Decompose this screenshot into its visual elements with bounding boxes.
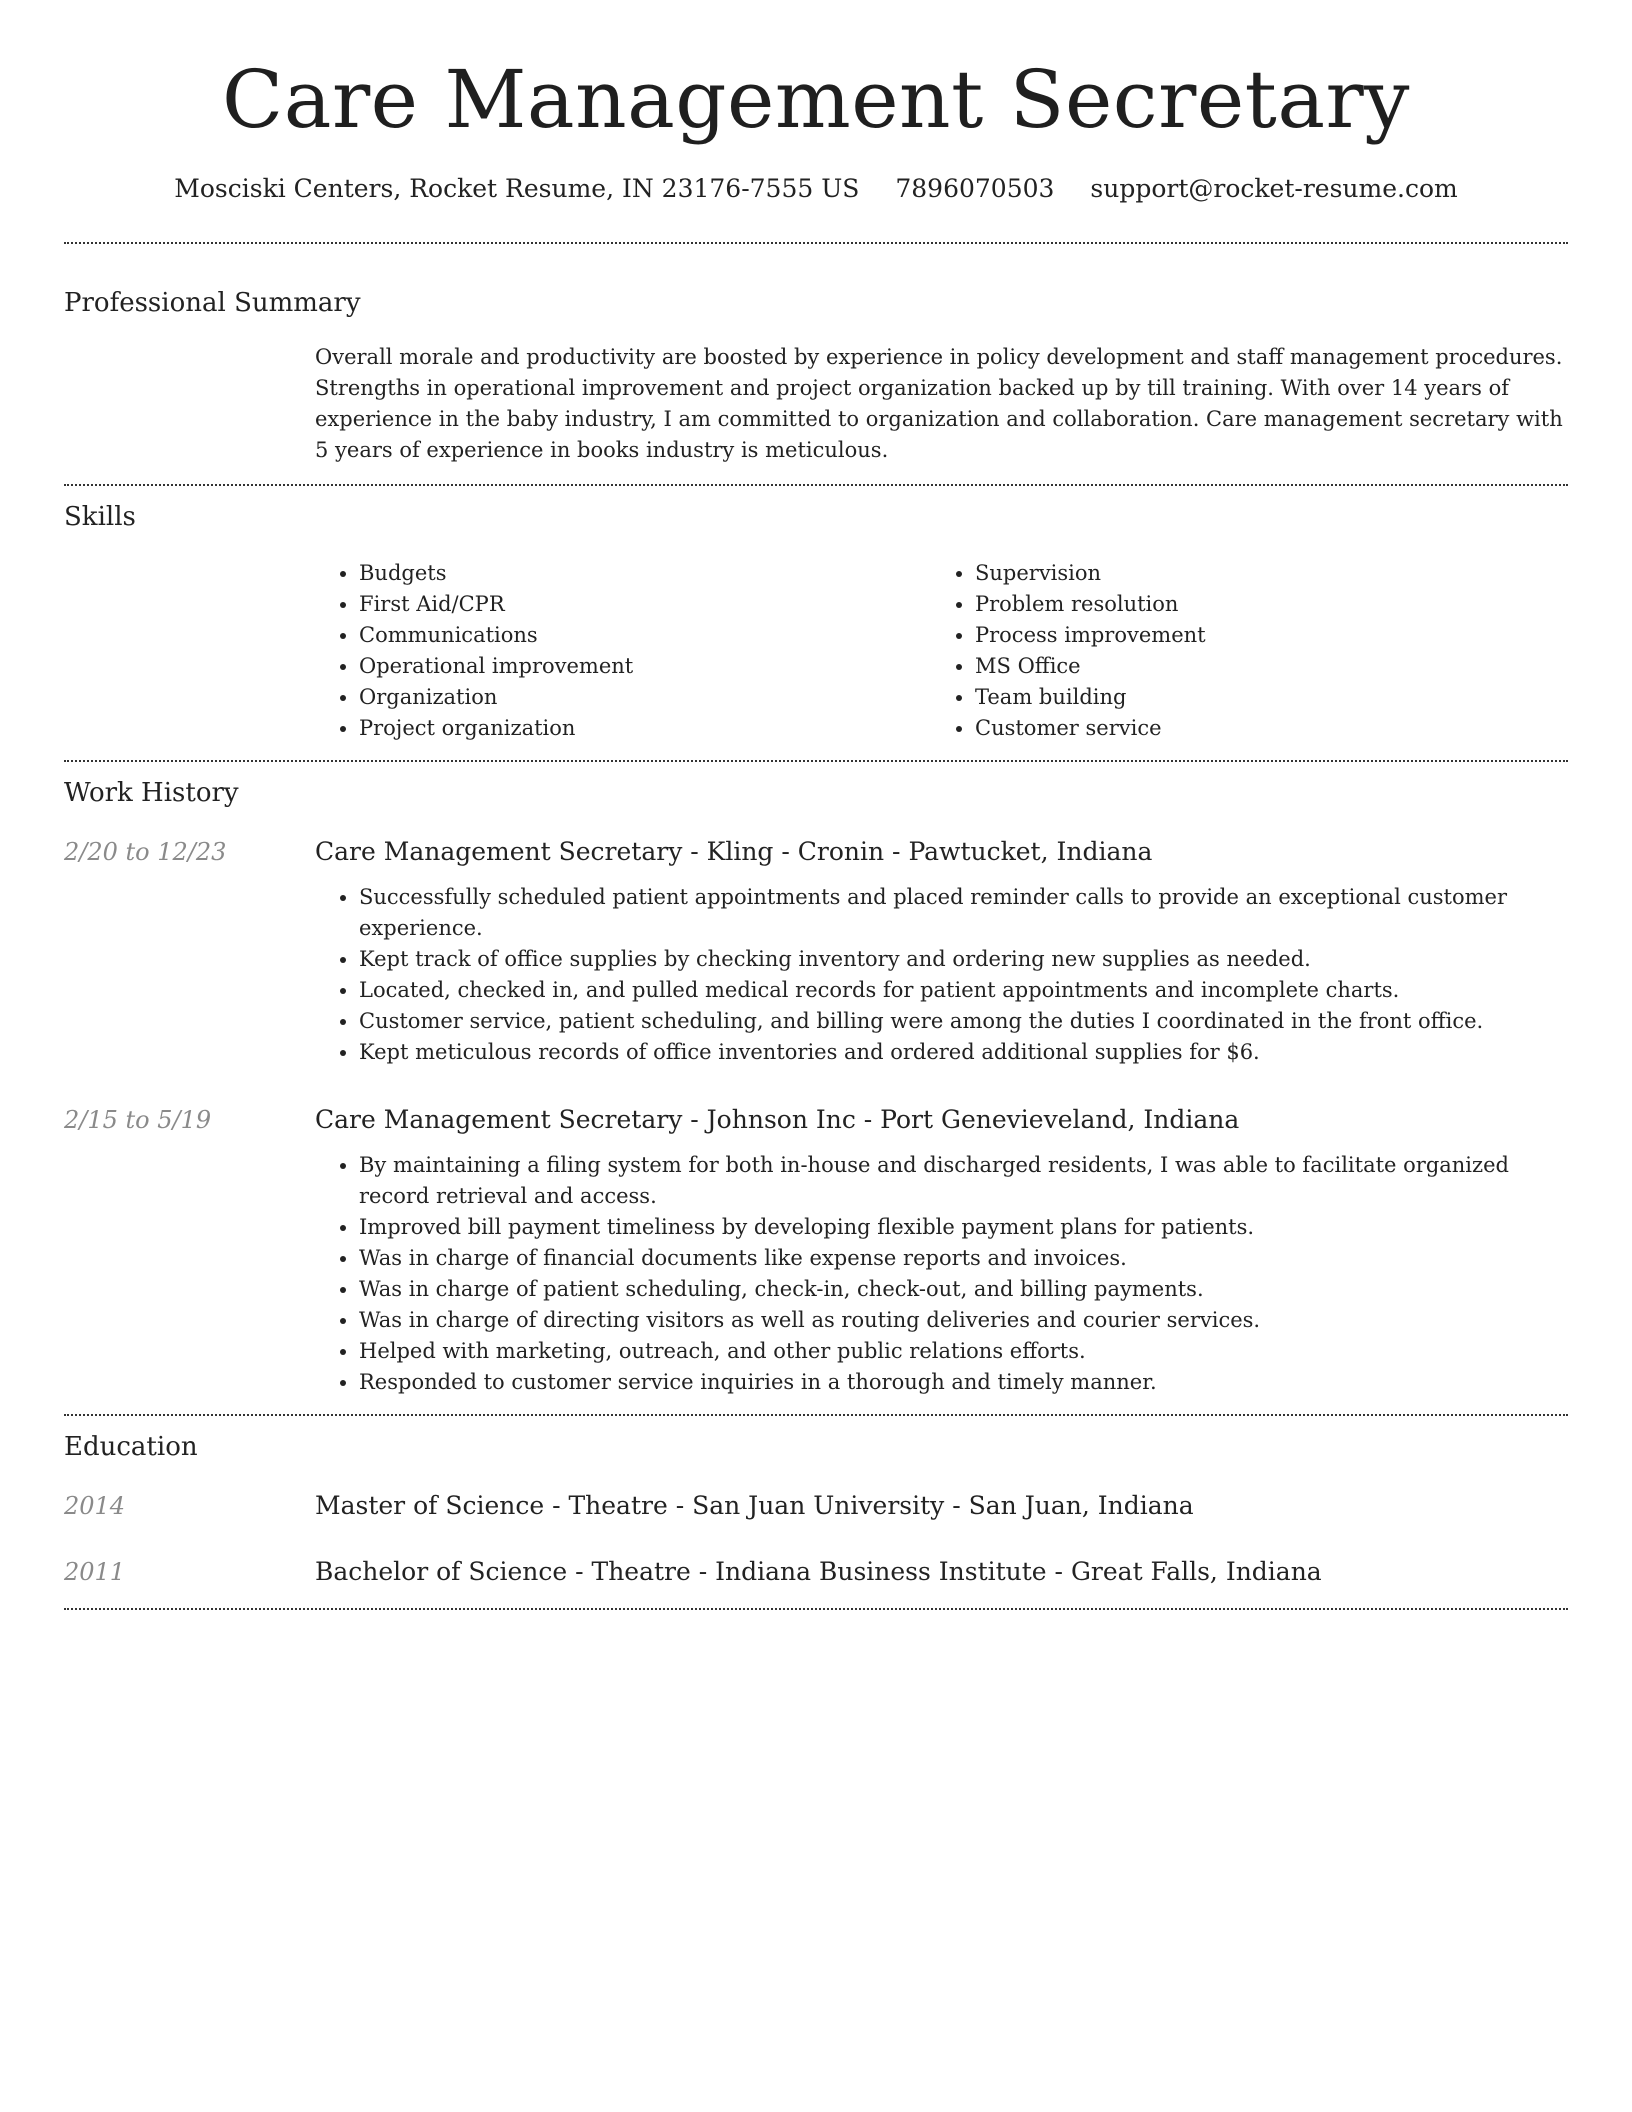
skill-item: • Process improvement — [975, 620, 1547, 651]
contact-address: Mosciski Centers, Rocket Resume, IN 23176-7555 US — [174, 174, 860, 203]
job-bullet: • Kept meticulous records of office inventories and ordered additional supplies for $6. — [359, 1037, 1568, 1068]
job-bullet: • Was in charge of patient scheduling, check-in, check-out, and billing payments. — [359, 1274, 1568, 1305]
skill-item: • Project organization — [359, 713, 931, 744]
job-details — [315, 834, 1568, 1068]
job-entry — [64, 1102, 1568, 1398]
job-bullet: • Responded to customer service inquiries in a thorough and timely manner. — [359, 1367, 1568, 1398]
education-year: 2011 — [64, 1558, 126, 1586]
job-bullet: • Was in charge of directing visitors as well as routing deliveries and courier services. — [359, 1305, 1568, 1336]
skills-list-left — [315, 558, 931, 744]
job-dates: 2/15 to 5/19 — [64, 1106, 212, 1134]
education-year: 2014 — [64, 1492, 126, 1520]
job-bullets — [315, 882, 1568, 1068]
education-entry — [64, 1554, 1568, 1590]
skill-item: • Supervision — [975, 558, 1547, 589]
job-bullet: • Was in charge of financial documents like expense reports and invoices. — [359, 1243, 1568, 1274]
candidate-name: Care Management Secretary — [222, 53, 1410, 146]
skill-item: • MS Office — [975, 651, 1547, 682]
contact-line — [64, 172, 1568, 206]
contact-email: support@rocket-resume.com — [1090, 174, 1458, 203]
job-entry — [64, 834, 1568, 1068]
skill-item: • Customer service — [975, 713, 1547, 744]
job-bullet: • Successfully scheduled patient appointments and placed reminder calls to provide an exceptional customer experience. — [359, 882, 1568, 944]
skill-item: • Communications — [359, 620, 931, 651]
resume-page — [64, 50, 1568, 1610]
skills-list-right — [931, 558, 1547, 744]
skills-columns — [315, 558, 1568, 744]
skill-item: • Budgets — [359, 558, 931, 589]
work-heading: Work History — [64, 778, 239, 808]
work-section — [64, 762, 1568, 1414]
education-heading: Education — [64, 1432, 198, 1462]
job-bullet: • Kept track of office supplies by checking inventory and ordering new supplies as needed. — [359, 944, 1568, 975]
job-bullets — [315, 1150, 1568, 1398]
education-section — [64, 1416, 1568, 1608]
job-title: Care Management Secretary - Kling - Cronin - Pawtucket, Indiana — [315, 837, 1153, 866]
education-entry — [64, 1488, 1568, 1524]
skill-item: • First Aid/CPR — [359, 589, 931, 620]
job-title: Care Management Secretary - Johnson Inc - Port Genevieveland, Indiana — [315, 1105, 1240, 1134]
skills-heading: Skills — [64, 502, 136, 532]
job-bullet: • Improved bill payment timeliness by developing flexible payment plans for patients. — [359, 1212, 1568, 1243]
job-bullet: • Located, checked in, and pulled medical records for patient appointments and incomplete charts. — [359, 975, 1568, 1006]
job-dates: 2/20 to 12/23 — [64, 838, 227, 866]
job-details — [315, 1102, 1568, 1398]
skill-item: • Organization — [359, 682, 931, 713]
contact-phone: 7896070503 — [895, 174, 1055, 203]
summary-section — [64, 244, 1568, 466]
education-degree: Master of Science - Theatre - San Juan University - San Juan, Indiana — [315, 1491, 1194, 1520]
education-degree: Bachelor of Science - Theatre - Indiana Business Institute - Great Falls, Indiana — [315, 1557, 1322, 1586]
summary-text: Overall morale and productivity are boosted by experience in policy development and staff management procedures. Strengths in operational improvement and project organization backed up by till training. With over 14 years of experience in the baby industry, I am committed to organization and collaboration. Care management secretary with 5 years of experience in books industry is meticulous. — [315, 345, 1563, 462]
skill-item: • Problem resolution — [975, 589, 1547, 620]
skill-item: • Operational improvement — [359, 651, 931, 682]
summary-heading: Professional Summary — [64, 288, 361, 318]
job-bullet: • Customer service, patient scheduling, and billing were among the duties I coordinated in the front office. — [359, 1006, 1568, 1037]
skill-item: • Team building — [975, 682, 1547, 713]
job-bullet: • By maintaining a filing system for both in-house and discharged residents, I was able to facilitate organized record retrieval and access. — [359, 1150, 1568, 1212]
education-divider — [64, 1608, 1568, 1610]
skills-section — [64, 486, 1568, 744]
job-bullet: • Helped with marketing, outreach, and other public relations efforts. — [359, 1336, 1568, 1367]
